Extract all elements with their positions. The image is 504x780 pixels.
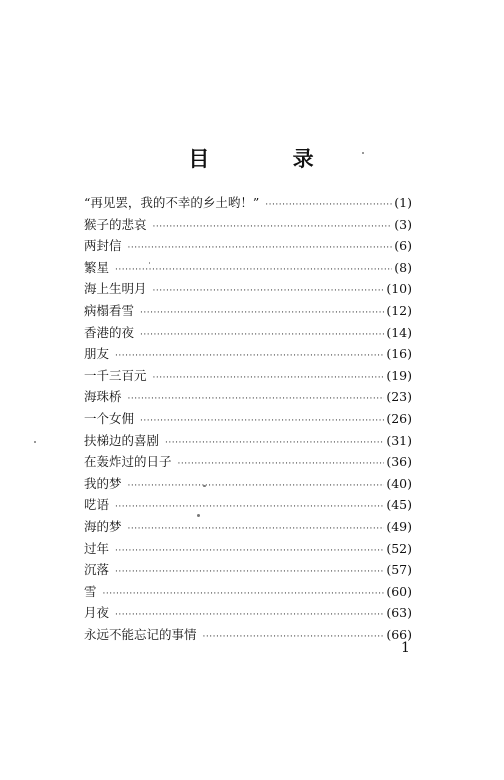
toc-entry <box>84 386 412 408</box>
toc-entry-page: (36) <box>386 454 412 470</box>
toc-entry <box>84 451 412 473</box>
toc-entry-title: 一个女佣 <box>84 410 135 426</box>
dot-leader <box>115 541 384 563</box>
toc-entry-title: 海珠桥 <box>84 389 122 405</box>
toc-entry <box>84 343 412 365</box>
toc-entry <box>84 516 412 538</box>
toc-entry-page: (16) <box>386 346 412 362</box>
toc-entry-page: (60) <box>386 583 412 599</box>
dot-leader <box>103 584 385 606</box>
toc-entry-page: (31) <box>386 432 412 448</box>
toc-entry <box>84 214 412 236</box>
toc-entry-title: 我的梦 <box>84 475 122 491</box>
toc-entry-page: (52) <box>386 540 412 556</box>
toc-entry <box>84 235 412 257</box>
toc-entry-page: (3) <box>394 216 412 232</box>
dot-leader <box>128 238 393 260</box>
toc-entry-title: 一千三百元 <box>84 367 147 383</box>
toc-entry <box>84 559 412 581</box>
toc-entry-title: 病榻看雪 <box>84 302 135 318</box>
toc-entry <box>84 624 412 646</box>
toc-entry-page: (40) <box>386 475 412 491</box>
dot-leader <box>115 562 384 584</box>
dot-leader <box>153 368 385 390</box>
toc-entry <box>84 408 412 430</box>
toc-entry-page: (8) <box>394 259 412 275</box>
toc-entry-page: (49) <box>386 518 412 534</box>
dot-leader <box>128 519 385 541</box>
dot-leader <box>115 260 392 282</box>
toc-entry-page: (57) <box>386 562 412 578</box>
dot-leader <box>140 303 384 325</box>
toc-entry <box>84 365 412 387</box>
page-title: 目 录 <box>188 147 352 171</box>
toc-entry-title: 沉落 <box>84 562 110 578</box>
toc-entry-page: (66) <box>386 626 412 642</box>
dot-leader <box>128 389 385 411</box>
dot-leader <box>153 281 385 303</box>
scan-speck <box>149 262 150 264</box>
scan-speck <box>34 441 36 443</box>
dot-leader <box>115 346 384 368</box>
toc-entry-title: 香港的夜 <box>84 324 135 340</box>
toc-entry <box>84 300 412 322</box>
scan-speck <box>203 485 206 487</box>
toc-entry-title: 永远不能忘记的事情 <box>84 626 197 642</box>
dot-leader <box>153 217 393 239</box>
toc-entry <box>84 602 412 624</box>
dot-leader <box>140 325 384 347</box>
toc-entry-title: 呓语 <box>84 497 110 513</box>
toc-entry-title: 繁星 <box>84 259 110 275</box>
toc-entry-title: 在轰炸过的日子 <box>84 454 172 470</box>
toc-entry <box>84 538 412 560</box>
toc-entry-page: (26) <box>386 410 412 426</box>
toc-entry <box>84 581 412 603</box>
toc-entry-title: 扶梯边的喜剧 <box>84 432 160 448</box>
toc-entry-title: 猴子的悲哀 <box>84 216 147 232</box>
toc-entry-page: (12) <box>386 302 412 318</box>
toc-entry-title: 过年 <box>84 540 110 556</box>
toc-entry <box>84 473 412 495</box>
dot-leader <box>265 195 392 217</box>
toc-entry-page: (19) <box>386 367 412 383</box>
toc-entry <box>84 494 412 516</box>
toc-entry-page: (14) <box>386 324 412 340</box>
toc-entry-title: 月夜 <box>84 605 110 621</box>
toc-entry-page: (1) <box>394 195 412 210</box>
scan-speck <box>362 152 364 154</box>
scan-speck <box>197 514 200 517</box>
dot-leader <box>140 411 384 433</box>
toc-entry-page: (10) <box>386 281 412 297</box>
toc-entry-title: “再见罢，我的不幸的乡土哟！” <box>84 195 260 210</box>
toc-entry-page: (6) <box>394 238 412 254</box>
toc-entry <box>84 322 412 344</box>
dot-leader <box>128 476 385 498</box>
toc-entry <box>84 430 412 452</box>
table-of-contents <box>84 192 412 645</box>
toc-entry-title: 海上生明月 <box>84 281 147 297</box>
dot-leader <box>165 433 384 455</box>
toc-entry-title: 海的梦 <box>84 518 122 534</box>
dot-leader <box>115 497 384 519</box>
toc-entry-page: (23) <box>386 389 412 405</box>
toc-entry <box>84 278 412 300</box>
dot-leader <box>178 454 385 476</box>
toc-entry-page: (45) <box>386 497 412 513</box>
toc-entry <box>84 257 412 279</box>
page-number: 1 <box>401 640 410 656</box>
toc-entry <box>84 192 412 214</box>
toc-entry-title: 两封信 <box>84 238 122 254</box>
toc-entry-title: 朋友 <box>84 346 110 362</box>
toc-entry-page: (63) <box>386 605 412 621</box>
toc-entry-title: 雪 <box>84 583 97 599</box>
dot-leader <box>203 627 385 649</box>
